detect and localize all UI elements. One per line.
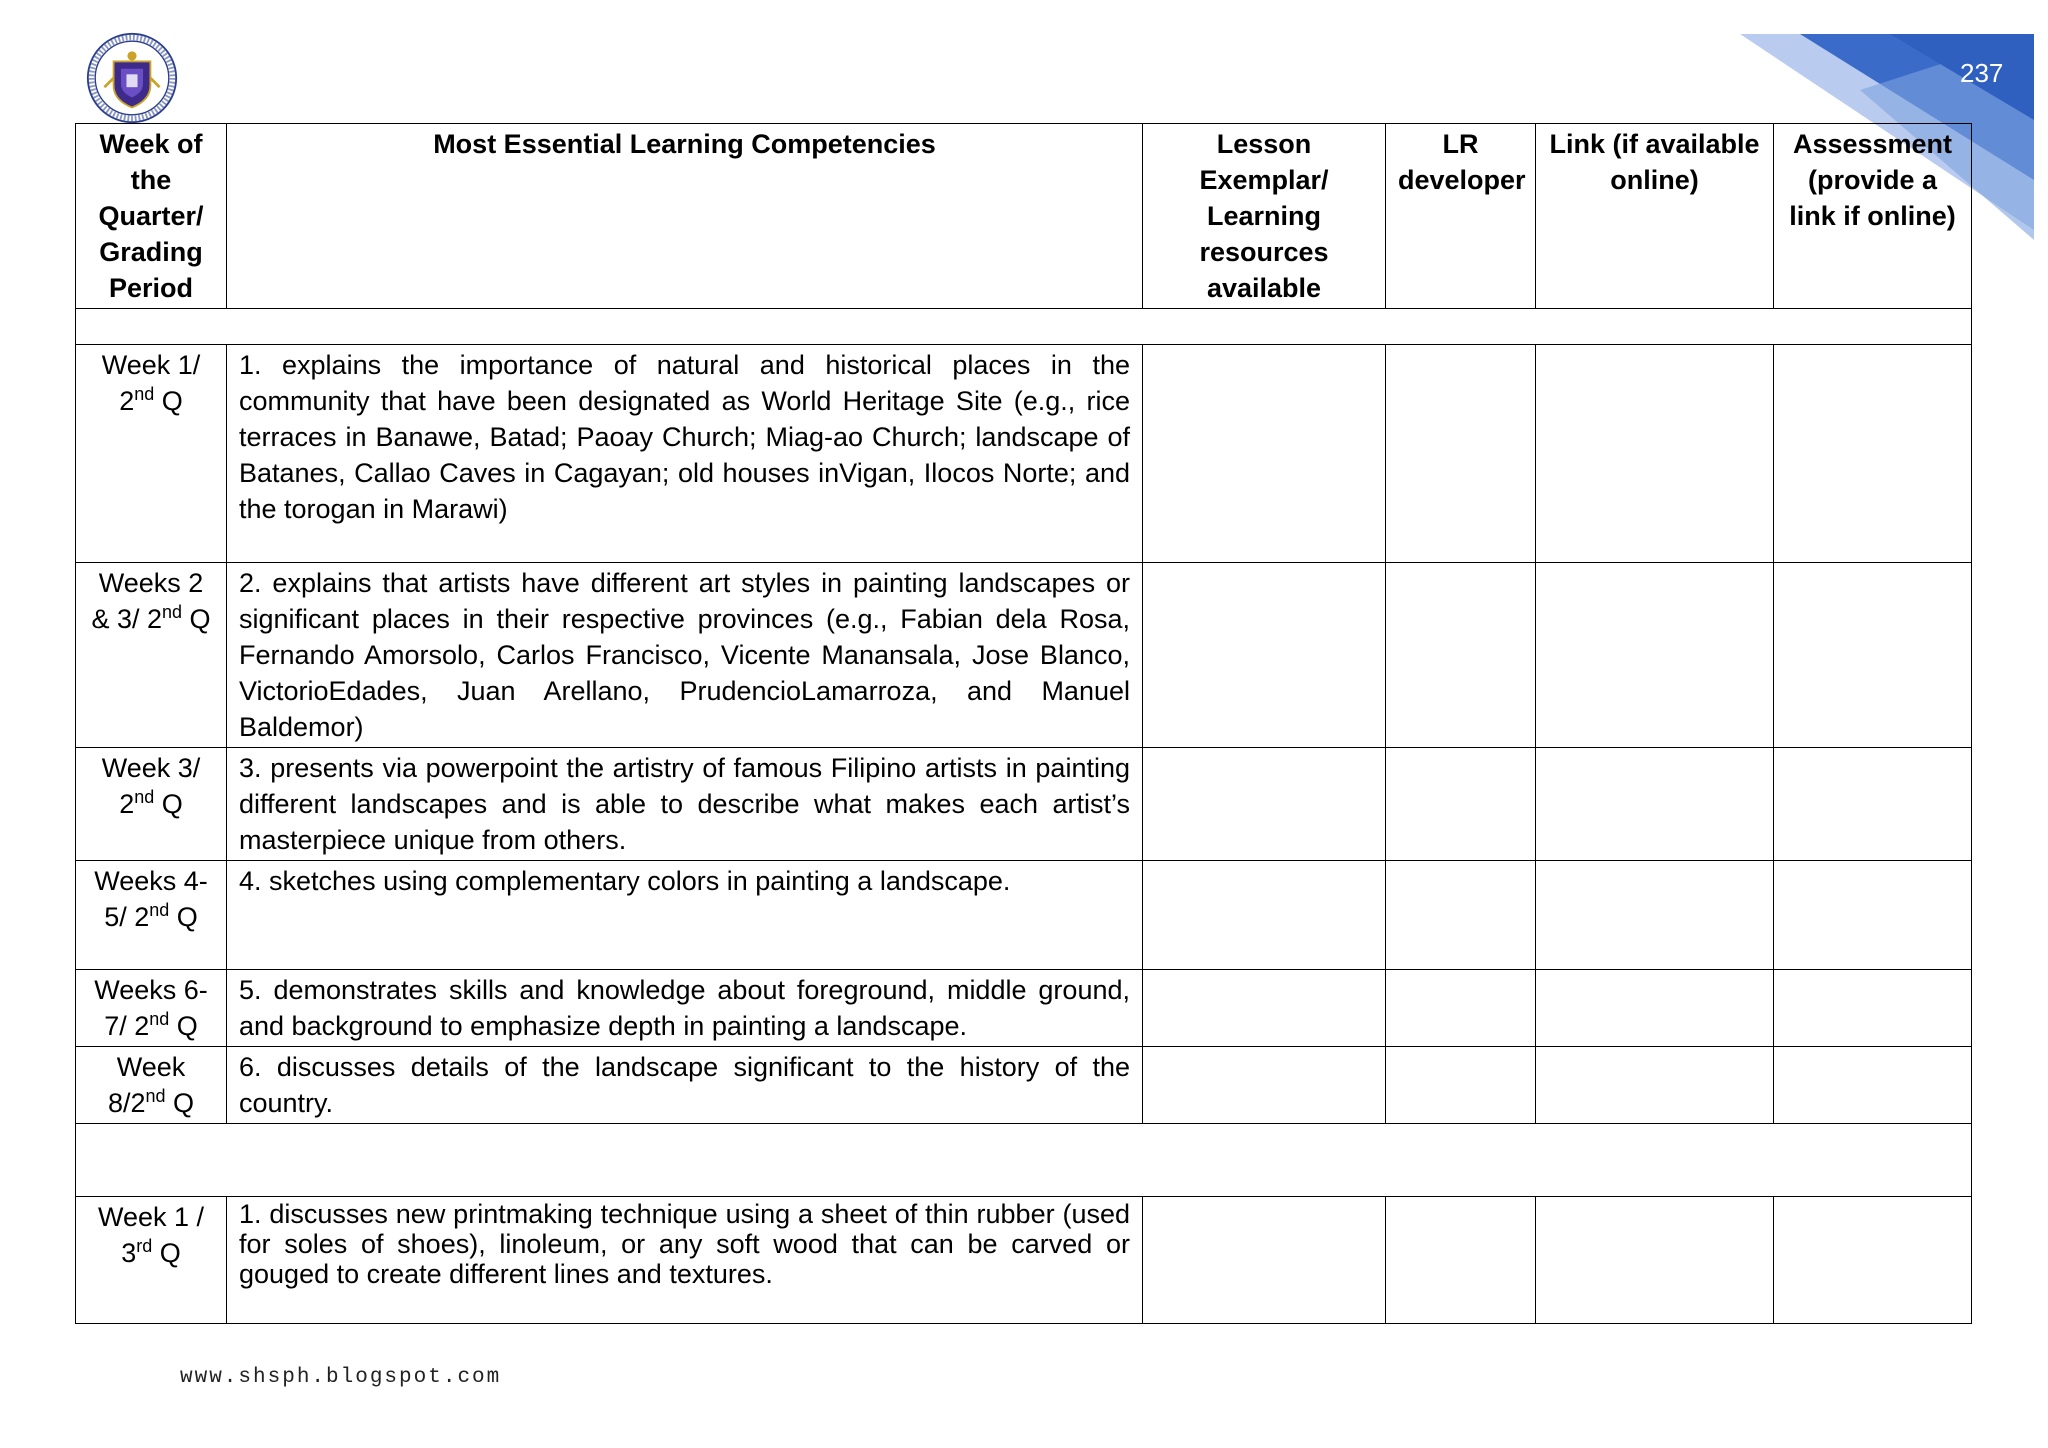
empty-cell	[1386, 563, 1536, 748]
week-cell: Weeks 6-7/ 2nd Q	[76, 970, 227, 1047]
table-row	[76, 861, 1972, 970]
header-week: Week of the Quarter/ Grading Period	[76, 124, 227, 309]
table-row	[76, 1047, 1972, 1124]
header-competencies: Most Essential Learning Competencies	[227, 124, 1143, 309]
week-cell: Weeks 4-5/ 2nd Q	[76, 861, 227, 970]
competency-cell: 5. demonstrates skills and knowledge about foreground, middle ground, and background to emphasize depth in painting a landscape.	[227, 970, 1143, 1047]
table-row	[76, 970, 1972, 1047]
empty-cell	[1774, 563, 1972, 748]
empty-cell	[1143, 748, 1386, 861]
empty-cell	[1774, 1197, 1972, 1324]
empty-cell	[1536, 1197, 1774, 1324]
page-number: 237	[1960, 58, 2004, 88]
empty-cell	[1536, 970, 1774, 1047]
empty-cell	[1143, 563, 1386, 748]
header-lr-developer: LR developer	[1386, 124, 1536, 309]
empty-cell	[1774, 861, 1972, 970]
empty-cell	[1536, 1047, 1774, 1124]
empty-cell	[1143, 1197, 1386, 1324]
empty-cell	[1143, 861, 1386, 970]
empty-cell	[1386, 970, 1536, 1047]
empty-cell	[1536, 748, 1774, 861]
spacer-row	[76, 1124, 1972, 1197]
header-assessment: Assessment (provide a link if online)	[1774, 124, 1972, 309]
empty-cell	[1774, 345, 1972, 563]
competency-cell: 1. explains the importance of natural and historical places in the community that have been designated as World Heritage Site (e.g., rice terraces in Banawe, Batad; Paoay Church; Miag-ao Church; landscape of Batanes, Callao Caves in Cagayan; old houses inVigan, Ilocos Norte; and the torogan in Marawi)	[227, 345, 1143, 563]
competency-cell: 6. discusses details of the landscape significant to the history of the country.	[227, 1047, 1143, 1124]
empty-cell	[1386, 345, 1536, 563]
empty-cell	[1143, 970, 1386, 1047]
footer-url: www.shsph.blogspot.com	[180, 1366, 502, 1389]
table-header-row	[76, 124, 1972, 309]
empty-cell	[1386, 861, 1536, 970]
competency-cell: 2. explains that artists have different art styles in painting landscapes or significant places in their respective provinces (e.g., Fabian dela Rosa, Fernando Amorsolo, Carlos Francisco, Vicente Manansala, Jose Blanco, VictorioEdades, Juan Arellano, PrudencioLamarroza, and Manuel Baldemor)	[227, 563, 1143, 748]
week-cell: Week 1/ 2nd Q	[76, 345, 227, 563]
week-cell: Weeks 2 & 3/ 2nd Q	[76, 563, 227, 748]
empty-cell	[1386, 1197, 1536, 1324]
deped-seal-icon	[86, 32, 178, 124]
table-row	[76, 563, 1972, 748]
week-cell: Week 1 / 3rd Q	[76, 1197, 227, 1324]
empty-cell	[1386, 1047, 1536, 1124]
header-lesson-exemplar: Lesson Exemplar/ Learning resources available	[1143, 124, 1386, 309]
competency-cell: 3. presents via powerpoint the artistry of famous Filipino artists in painting different landscapes and is able to describe what makes each artist’s masterpiece unique from others.	[227, 748, 1143, 861]
empty-cell	[1774, 1047, 1972, 1124]
empty-cell	[1143, 1047, 1386, 1124]
week-cell: Week 3/ 2nd Q	[76, 748, 227, 861]
empty-cell	[1386, 748, 1536, 861]
week-cell: Week 8/2nd Q	[76, 1047, 227, 1124]
header-link: Link (if available online)	[1536, 124, 1774, 309]
empty-cell	[1536, 861, 1774, 970]
table-row	[76, 345, 1972, 563]
competency-cell: 4. sketches using complementary colors in painting a landscape.	[227, 861, 1143, 970]
empty-cell	[1536, 345, 1774, 563]
empty-cell	[1536, 563, 1774, 748]
empty-cell	[1774, 970, 1972, 1047]
spacer-row	[76, 309, 1972, 345]
competency-cell: 1. discusses new printmaking technique using a sheet of thin rubber (used for soles of shoes), linoleum, or any soft wood that can be carved or gouged to create different lines and textures.	[227, 1197, 1143, 1324]
table-row	[76, 748, 1972, 861]
competencies-table	[75, 123, 1972, 1324]
empty-cell	[1774, 748, 1972, 861]
empty-cell	[1143, 345, 1386, 563]
table-row	[76, 1197, 1972, 1324]
